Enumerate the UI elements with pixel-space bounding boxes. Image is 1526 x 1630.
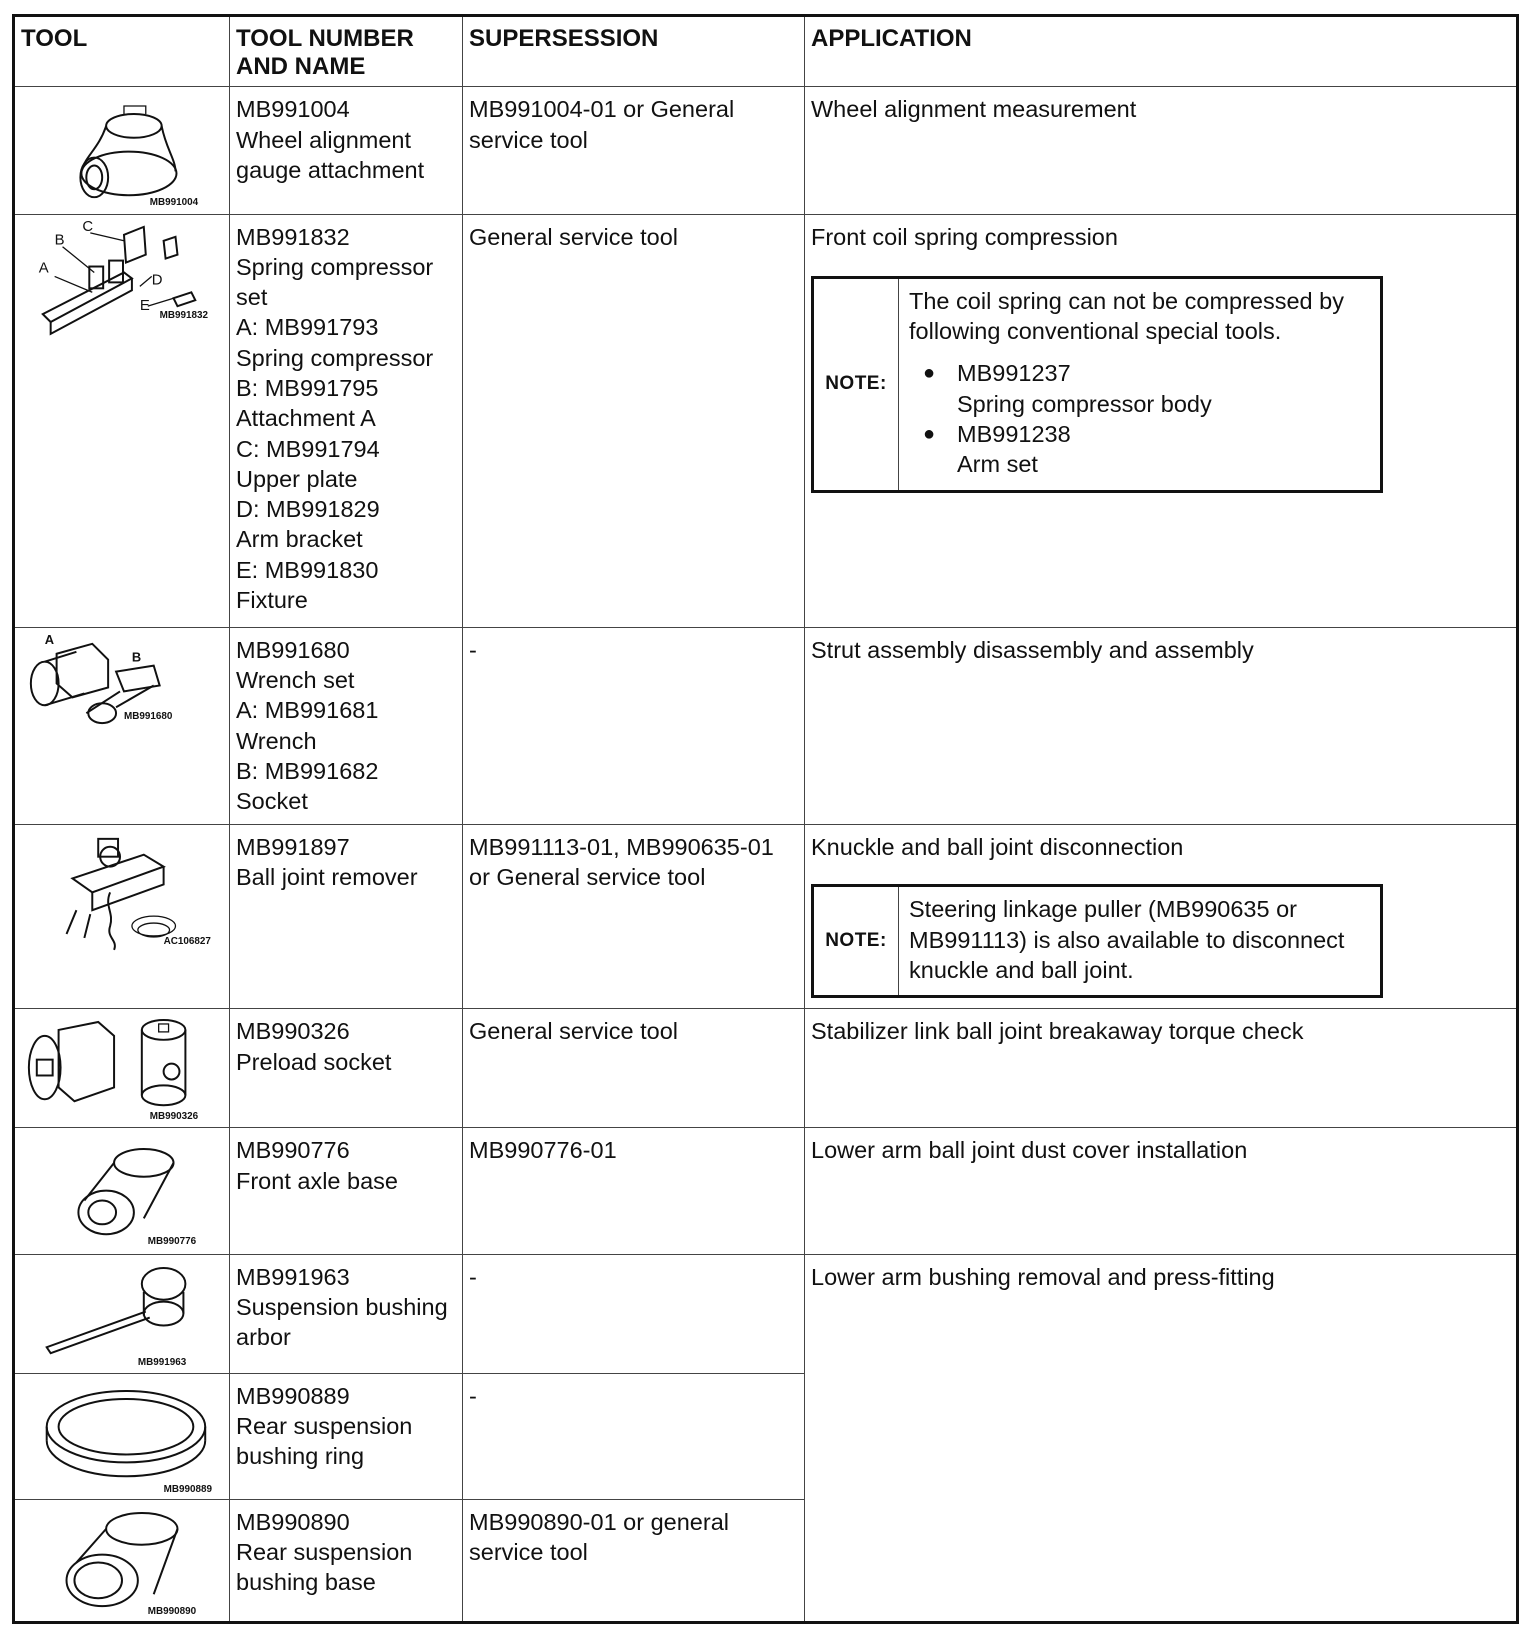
header-tool-number: TOOL NUMBER AND NAME bbox=[230, 16, 463, 87]
suspension-bushing-arbor-illustration bbox=[15, 1255, 229, 1373]
supersession-cell: MB991004-01 or General service tool bbox=[463, 87, 805, 214]
supersession-cell: General service tool bbox=[463, 1009, 805, 1128]
tool-image-label: MB991680 bbox=[123, 710, 173, 722]
supersession-cell: MB991113-01, MB990635-01 or General service tool bbox=[463, 824, 805, 1008]
callout-d: D bbox=[151, 271, 163, 288]
application-cell bbox=[805, 824, 1518, 1008]
note-label: NOTE: bbox=[814, 279, 899, 490]
note-list-item: ● MB991238 Arm set bbox=[909, 419, 1370, 480]
note-text: The coil spring can not be compressed by following conventional special tools. bbox=[909, 287, 1344, 345]
tool-image-label: MB990890 bbox=[147, 1605, 197, 1617]
tool-image-label: MB991832 bbox=[159, 309, 209, 321]
tool-image-cell bbox=[14, 214, 230, 627]
note-list-item: ● MB991237 Spring compressor body bbox=[909, 358, 1370, 419]
header-application: APPLICATION bbox=[805, 16, 1518, 87]
tool-image-cell bbox=[14, 1009, 230, 1128]
table-row bbox=[14, 1009, 1518, 1128]
tool-number-cell: MB991680 Wrench set A: MB991681 Wrench B: MB991682 Socket bbox=[230, 627, 463, 824]
tool-image-label: MB990326 bbox=[149, 1111, 199, 1123]
application-text: Knuckle and ball joint disconnection bbox=[811, 833, 1184, 860]
tool-image-label: MB991963 bbox=[137, 1356, 187, 1368]
header-tool: TOOL bbox=[14, 16, 230, 87]
tool-image-cell bbox=[14, 1254, 230, 1373]
wheel-alignment-attachment-illustration bbox=[15, 87, 229, 213]
application-cell: Lower arm bushing removal and press-fitting bbox=[805, 1254, 1518, 1622]
tool-image-label: MB990889 bbox=[163, 1483, 213, 1495]
tool-number-cell: MB990890 Rear suspension bushing base bbox=[230, 1499, 463, 1622]
note-box bbox=[811, 884, 1383, 998]
callout-b: B bbox=[131, 649, 142, 665]
wrench-set-illustration bbox=[15, 628, 229, 824]
application-cell: Strut assembly disassembly and assembly bbox=[805, 627, 1518, 824]
table-row bbox=[14, 627, 1518, 824]
tool-number-cell: MB991963 Suspension bushing arbor bbox=[230, 1254, 463, 1373]
header-row bbox=[14, 16, 1518, 87]
application-cell: Lower arm ball joint dust cover installation bbox=[805, 1128, 1518, 1254]
application-text: Front coil spring compression bbox=[811, 223, 1118, 250]
tool-image-cell bbox=[14, 824, 230, 1008]
application-cell: Wheel alignment measurement bbox=[805, 87, 1518, 214]
table-row bbox=[14, 1254, 1518, 1373]
callout-e: E bbox=[139, 297, 150, 314]
tool-image-cell bbox=[14, 627, 230, 824]
supersession-cell: General service tool bbox=[463, 214, 805, 627]
tool-image-label: AC106827 bbox=[163, 935, 211, 947]
tool-number-cell: MB990776 Front axle base bbox=[230, 1128, 463, 1254]
tool-image-label: MB991004 bbox=[149, 197, 199, 209]
supersession-cell: MB990776-01 bbox=[463, 1128, 805, 1254]
header-supersession: SUPERSESSION bbox=[463, 16, 805, 87]
tool-number-cell: MB990326 Preload socket bbox=[230, 1009, 463, 1128]
supersession-cell: MB990890-01 or general service tool bbox=[463, 1499, 805, 1622]
tool-number-cell: MB991832 Spring compressor set A: MB991793 Spring compressor B: MB991795 Attachment A C: MB991794 Upper plate D: MB991829 Arm bracket E: MB991830 Fixture bbox=[230, 214, 463, 627]
tool-image-cell bbox=[14, 1373, 230, 1499]
rear-suspension-bushing-ring-illustration bbox=[15, 1374, 229, 1499]
note-list bbox=[909, 358, 1370, 479]
note-box bbox=[811, 276, 1383, 493]
callout-b: B bbox=[54, 232, 65, 249]
preload-socket-illustration bbox=[15, 1009, 229, 1127]
front-axle-base-illustration bbox=[15, 1128, 229, 1253]
tool-image-label: MB990776 bbox=[147, 1236, 197, 1248]
application-cell bbox=[805, 214, 1518, 627]
note-body bbox=[899, 279, 1380, 490]
application-cell: Stabilizer link ball joint breakaway torque check bbox=[805, 1009, 1518, 1128]
tool-number-cell: MB990889 Rear suspension bushing ring bbox=[230, 1373, 463, 1499]
callout-a: A bbox=[44, 631, 55, 647]
table-row bbox=[14, 87, 1518, 214]
supersession-cell: - bbox=[463, 1373, 805, 1499]
table-row bbox=[14, 824, 1518, 1008]
table-row bbox=[14, 214, 1518, 627]
tool-image-cell bbox=[14, 1128, 230, 1254]
special-tools-table bbox=[12, 14, 1519, 1624]
supersession-cell: - bbox=[463, 627, 805, 824]
tool-number-cell: MB991004 Wheel alignment gauge attachment bbox=[230, 87, 463, 214]
supersession-cell: - bbox=[463, 1254, 805, 1373]
callout-c: C bbox=[82, 218, 94, 235]
note-body: Steering linkage puller (MB990635 or MB991113) is also available to disconnect knuckle and ball joint. bbox=[909, 896, 1345, 983]
tool-number-cell: MB991897 Ball joint remover bbox=[230, 824, 463, 1008]
rear-suspension-bushing-base-illustration bbox=[15, 1500, 229, 1621]
callout-a: A bbox=[38, 259, 49, 276]
spring-compressor-set-illustration bbox=[15, 215, 229, 627]
note-label: NOTE: bbox=[814, 887, 899, 995]
tool-image-cell bbox=[14, 1499, 230, 1622]
table-row bbox=[14, 1128, 1518, 1254]
tool-image-cell bbox=[14, 87, 230, 214]
ball-joint-remover-illustration bbox=[15, 825, 229, 1008]
